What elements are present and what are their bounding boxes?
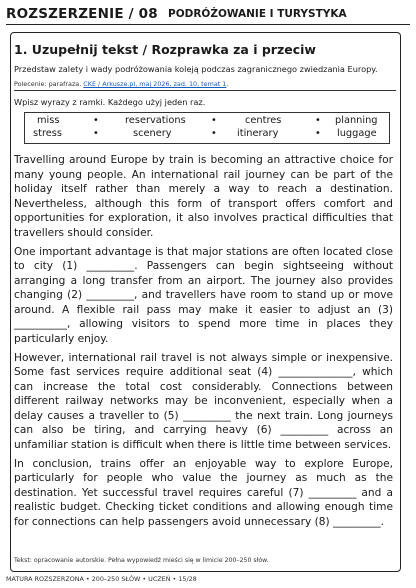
word-bank-item: itinerary	[237, 128, 279, 139]
source-suffix: .	[226, 80, 229, 88]
paragraph: In conclusion, trains offer an enjoyable way to explore Europe, particularly for people who value the journey as much as the destination. Yet successful travel requires careful (7) _________ and a realistic budget. Checking ticket conditions and allowing enough time for connections can help passengers avoid unnecessary (8) _________.	[14, 457, 393, 528]
word-bank-item: planning	[335, 115, 378, 126]
word-bank-separator: •	[93, 128, 99, 139]
word-bank-item: luggage	[337, 128, 377, 139]
footnote: Tekst: opracowanie autorskie. Pełna wypowiedź mieści się w limicie 200–250 słów.	[14, 557, 269, 564]
word-bank-item: scenery	[133, 128, 172, 139]
word-bank-item: stress	[33, 128, 62, 139]
word-bank-separator: •	[315, 115, 321, 126]
word-bank-item: reservations	[125, 115, 186, 126]
word-bank-separator: •	[315, 128, 321, 139]
word-bank-separator: •	[93, 115, 99, 126]
word-bank-item: miss	[37, 115, 60, 126]
word-bank	[24, 112, 390, 144]
page-footer: MATURA ROZSZERZONA • 200–250 SŁÓW • UCZEŃ • 15/28	[6, 575, 197, 583]
exercise-subtitle: Przedstaw zalety i wady podróżowania koleją podczas zagranicznego zwiedzania Europy.	[14, 64, 378, 74]
exercise-title: 1. Uzupełnij tekst / Rozprawka za i przeciw	[14, 42, 316, 57]
paragraph: One important advantage is that major stations are often located close to city (1) _________. Passengers can begin sightseeing without arranging a long transfer from an airport. The journey also provides changing (2) _________, and travellers have room to stand up or move around. A flexible rail pass may make it easier to adjust an (3) __________, allowing visitors to spend more time in places they particularly enjoy.	[14, 245, 393, 345]
word-bank-row-1	[33, 115, 381, 129]
word-bank-separator: •	[211, 128, 217, 139]
paragraph: However, international rail travel is not always simple or inexpensive. Some fast services require additional seat (4) ______________, which can increase the total cost considerably. Connections between different railway networks may be inconvenient, especially when a delay causes a traveller to (5) _________ the next train. Long journeys can also be tiring, and carrying heavy (6) _________ across an unfamiliar station is difficult when there is little time between services.	[14, 351, 393, 451]
source-link[interactable]: CKE / Arkusze.pl, maj 2026, zad. 10, temat 1	[83, 80, 227, 88]
paragraph: Travelling around Europe by train is becoming an attractive choice for many young people. An international rail journey can be part of the holiday itself rather than merely a way to reach a destination. Nevertheless, although this form of transport offers comfort and opportunities for exploration, it also involves practical difficulties that travellers should consider.	[14, 154, 393, 239]
source-line	[14, 80, 228, 88]
word-bank-item: centres	[245, 115, 282, 126]
section-divider	[14, 90, 396, 91]
instruction: Wpisz wyrazy z ramki. Każdego użyj jeden raz.	[14, 97, 206, 107]
section-label: ROZSZERZENIE / 08	[6, 6, 158, 22]
header-divider	[6, 24, 410, 25]
topic-label: PODRÓŻOWANIE I TURYSTYKA	[168, 8, 347, 20]
source-prefix: Polecenie: parafraza.	[14, 80, 82, 88]
word-bank-row-2	[33, 128, 381, 142]
word-bank-separator: •	[211, 115, 217, 126]
essay-text	[14, 153, 393, 534]
